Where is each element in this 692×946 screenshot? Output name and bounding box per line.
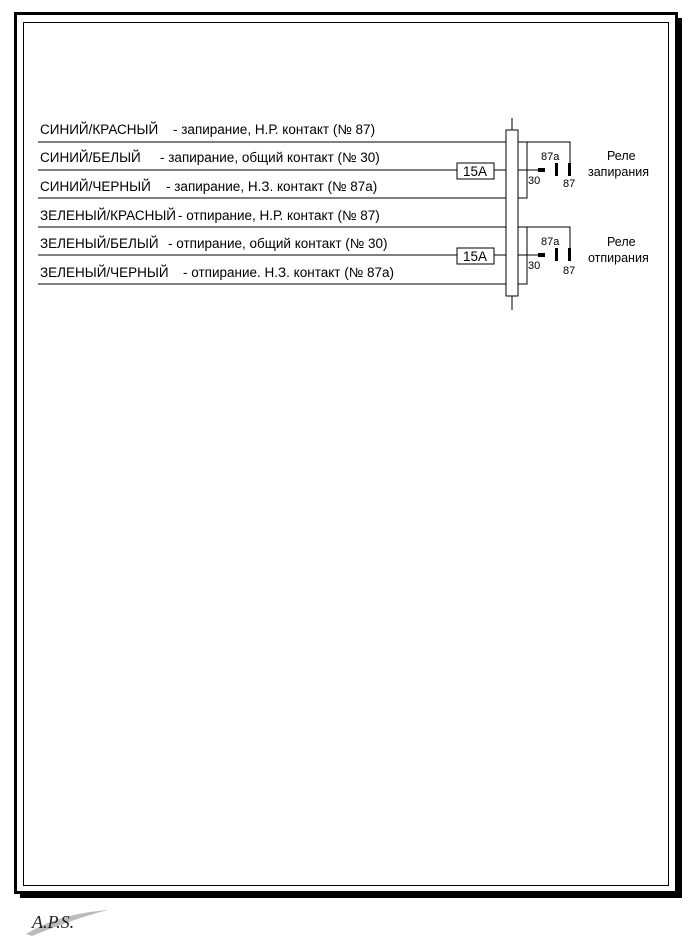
relay2-contact-30 — [538, 253, 545, 257]
relay1-pin-87a: 87а — [541, 151, 560, 163]
relay2-contact-87a — [555, 248, 558, 261]
wire-desc-4: - отпирание, Н.Р. контакт (№ 87) — [178, 208, 380, 223]
wire-color-6: ЗЕЛЕНЫЙ/ЧЕРНЫЙ — [40, 265, 169, 280]
relay2-pin-87a: 87а — [541, 236, 560, 248]
aps-logo — [22, 904, 112, 940]
relay1-contact-30 — [538, 168, 545, 172]
relay2-pin-30: 30 — [528, 260, 541, 272]
relay1-title-line2: запирания — [588, 165, 649, 179]
wire-color-3: СИНИЙ/ЧЕРНЫЙ — [40, 179, 151, 194]
wire-desc-1: - запирание, Н.Р. контакт (№ 87) — [173, 122, 376, 137]
relay1-pin-87: 87 — [563, 178, 576, 190]
relay1-contact-87 — [568, 163, 571, 176]
wire-desc-6: - отпирание. Н.З. контакт (№ 87а) — [183, 265, 394, 280]
relay2-pin-87: 87 — [563, 265, 576, 277]
wire-color-4: ЗЕЛЕНЫЙ/КРАСНЫЙ — [40, 208, 177, 223]
wire-color-2: СИНИЙ/БЕЛЫЙ — [40, 150, 141, 165]
connector-block — [506, 130, 518, 296]
relay2-title-line1: Реле — [607, 235, 636, 249]
wire-desc-5: - отпирание, общий контакт (№ 30) — [168, 236, 388, 251]
wire-color-1: СИНИЙ/КРАСНЫЙ — [40, 122, 159, 137]
relay1-pin-30: 30 — [528, 175, 541, 187]
relay-unlocking — [518, 227, 649, 284]
wire-desc-2: - запирание, общий контакт (№ 30) — [160, 150, 380, 165]
relay1-contact-87a — [555, 163, 558, 176]
relay2-title-line2: отпирания — [588, 251, 649, 265]
fuse-label-2: 15А — [463, 249, 488, 264]
logo-text: A.P.S. — [32, 912, 75, 932]
fuse-1 — [457, 163, 494, 179]
wire-color-5: ЗЕЛЕНЫЙ/БЕЛЫЙ — [40, 236, 159, 251]
wire-desc-3: - запирание, Н.З. контакт (№ 87а) — [166, 179, 378, 194]
fuse-label-1: 15А — [463, 164, 488, 179]
relay2-contact-87 — [568, 248, 571, 261]
fuse-2 — [457, 248, 494, 264]
relay1-title-line1: Реле — [607, 149, 636, 163]
wire-labels — [40, 122, 394, 280]
relay-locking — [518, 142, 649, 198]
